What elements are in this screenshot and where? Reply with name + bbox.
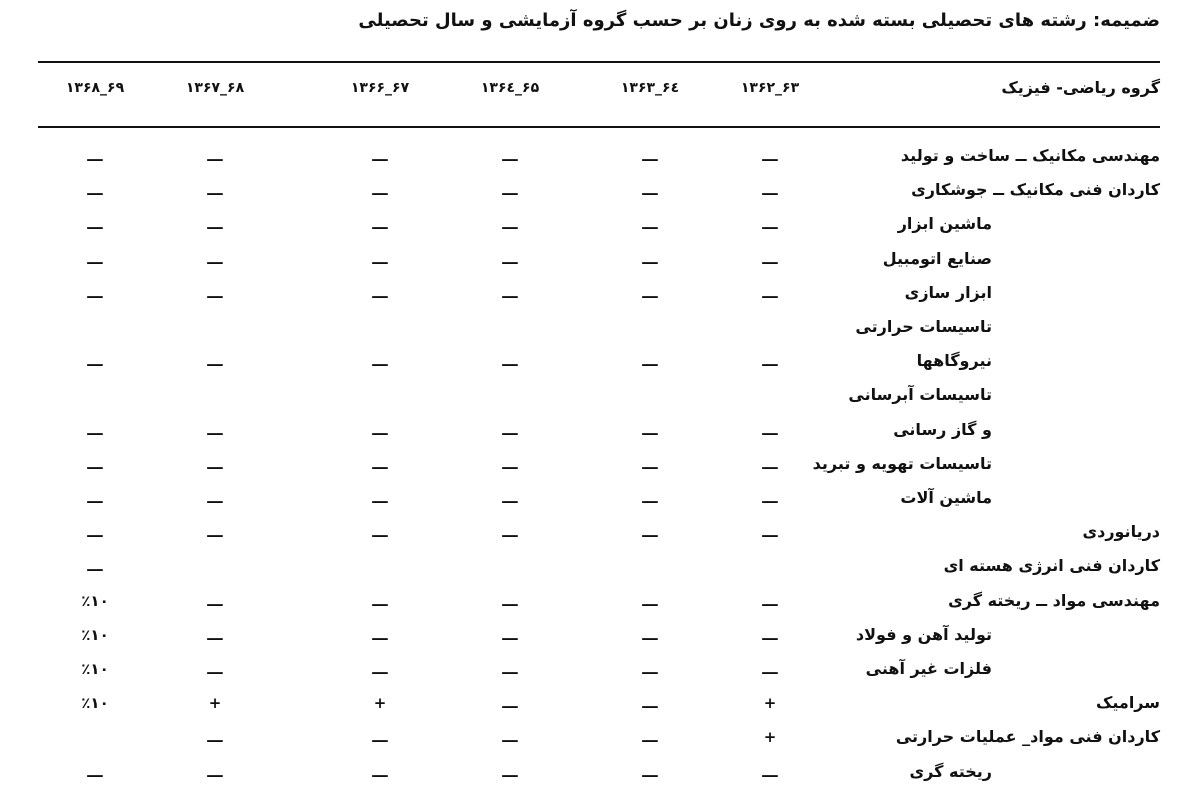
table-row [0, 726, 1200, 756]
row-label: تاسیسات حرارتی [855, 317, 992, 336]
table-cell: ـــ [502, 728, 518, 747]
table-cell: ـــ [642, 762, 658, 781]
table-cell: ـــ [762, 454, 778, 473]
table-cell: ـــ [642, 454, 658, 473]
table-cell: ـــ [642, 147, 658, 165]
table-cell: ـــ [87, 249, 103, 268]
table-cell: + [208, 694, 222, 713]
table-cell: ـــ [642, 660, 658, 678]
table-cell: ـــ [207, 420, 223, 439]
year-header-cell: ۱۳۶۳_۶٤ [620, 80, 680, 96]
table-cell: ـــ [762, 352, 778, 371]
year-header-cell: ۱۳۶٤_۶۵ [480, 80, 540, 96]
table-cell: ـــ [207, 283, 223, 302]
table-cell: ـــ [502, 489, 518, 507]
table-cell: ـــ [762, 420, 778, 439]
table-cell: ـــ [207, 591, 223, 610]
row-label: نیروگاهها [916, 351, 992, 371]
table-row [0, 555, 1200, 585]
table-cell: ـــ [87, 147, 103, 165]
table-row [0, 761, 1200, 791]
table-cell: ـــ [207, 454, 223, 473]
table-cell: ـــ [207, 625, 223, 644]
table-cell: ـــ [762, 283, 778, 302]
table-cell: ـــ [87, 489, 103, 507]
table-row [0, 179, 1200, 209]
table-cell: ـــ [762, 181, 778, 200]
table-cell: ـــ [372, 147, 388, 165]
table-cell: ـــ [207, 215, 223, 234]
table-cell: ـــ [502, 694, 518, 713]
table-cell: ـــ [207, 762, 223, 781]
table-cell: ـــ [642, 523, 658, 542]
table-cell: ٪۱۰ [81, 625, 109, 644]
table-row [0, 487, 1200, 517]
table-cell: ـــ [207, 489, 223, 507]
table-cell: ـــ [642, 625, 658, 644]
table-cell: ـــ [762, 591, 778, 610]
row-label: تاسیسات آبرسانی [848, 385, 992, 405]
table-cell: ـــ [87, 283, 103, 302]
row-label: ماشین ابزار [897, 214, 992, 234]
table-cell: ـــ [372, 660, 388, 678]
table-cell: ـــ [762, 660, 778, 678]
table-cell: ـــ [207, 249, 223, 268]
table-cell: ـــ [762, 147, 778, 165]
table-cell: ـــ [372, 352, 388, 371]
table-cell: ـــ [372, 215, 388, 234]
row-label: تاسیسات تهویه و تبرید [812, 453, 992, 473]
row-label: کاردان فنی مواد_ عملیات حرارتی [895, 727, 1160, 747]
table-cell: ٪۱۰ [81, 660, 109, 678]
row-label: فلزات غیر آهنی [865, 659, 992, 678]
table-cell: ـــ [372, 728, 388, 747]
table-cell: ـــ [372, 625, 388, 644]
table-row [0, 316, 1200, 346]
table-cell: ـــ [502, 591, 518, 610]
year-header-cell: ۱۳۶۶_۶۷ [350, 80, 410, 96]
table-row [0, 213, 1200, 243]
document-title: ضمیمه: رشته های تحصیلی بسته شده به روی زنان بر حسب گروه آزمایشی و سال تحصیلی [358, 10, 1160, 31]
table-cell: ـــ [87, 454, 103, 473]
table-cell: ـــ [642, 283, 658, 302]
table-cell: ـــ [502, 249, 518, 268]
table-row [0, 248, 1200, 278]
table-cell: ـــ [502, 523, 518, 542]
table-cell: ـــ [372, 523, 388, 542]
table-cell: ـــ [762, 249, 778, 268]
table-cell: + [373, 694, 387, 713]
row-label: کاردان فنی انرژی هسته ای [943, 556, 1160, 576]
table-cell: + [763, 694, 777, 713]
table-cell: ـــ [372, 489, 388, 507]
table-row [0, 145, 1200, 175]
row-label: و گاز رسانی [893, 419, 992, 439]
table-cell: ـــ [762, 489, 778, 507]
table-cell: ـــ [642, 352, 658, 371]
table-cell: ـــ [372, 181, 388, 200]
table-row [0, 350, 1200, 380]
table-cell: ـــ [87, 557, 103, 576]
table-cell: ـــ [502, 420, 518, 439]
table-row [0, 384, 1200, 414]
table-cell: ـــ [502, 762, 518, 781]
table-cell: ـــ [207, 660, 223, 678]
row-label: ابزار سازی [904, 282, 992, 302]
row-label: ریخته گری [909, 761, 992, 781]
table-cell: ـــ [642, 694, 658, 713]
table-cell: ـــ [372, 249, 388, 268]
table-cell: ـــ [207, 147, 223, 165]
top-rule [38, 61, 1160, 63]
table-cell: ٪۱۰ [81, 591, 109, 610]
table-cell: ـــ [87, 762, 103, 781]
table-cell: ـــ [502, 660, 518, 678]
table-cell: ـــ [642, 181, 658, 200]
table-cell: ـــ [502, 454, 518, 473]
row-label: ماشین آلات [900, 488, 992, 507]
table-cell: ٪۱۰ [81, 694, 109, 713]
row-label: کاردان فنی مکانیک ــ جوشکاری [911, 180, 1160, 200]
table-cell: ـــ [372, 762, 388, 781]
table-cell: ـــ [87, 181, 103, 200]
year-header-cell: ۱۳۶۲_۶۳ [740, 80, 800, 96]
table-cell: ـــ [762, 762, 778, 781]
table-cell: ـــ [642, 420, 658, 439]
header-rule [38, 126, 1160, 128]
table-cell: ـــ [762, 625, 778, 644]
group-label: گروه ریاضی- فیزیک [1001, 78, 1160, 97]
table-cell: ـــ [207, 352, 223, 371]
table-cell: ـــ [87, 352, 103, 371]
table-cell: ـــ [642, 215, 658, 234]
table-cell: ـــ [372, 454, 388, 473]
table-cell: ـــ [87, 215, 103, 234]
row-label: تولید آهن و فولاد [855, 624, 992, 644]
table-cell: ـــ [762, 523, 778, 542]
table-row [0, 692, 1200, 722]
table-row [0, 282, 1200, 312]
table-cell: ـــ [642, 591, 658, 610]
row-label: مهندسی مکانیک ــ ساخت و تولید [900, 146, 1160, 165]
table-cell: ـــ [207, 523, 223, 542]
table-cell: ـــ [502, 181, 518, 200]
table-cell: ـــ [87, 523, 103, 542]
table-cell: ـــ [502, 215, 518, 234]
table-cell: ـــ [642, 249, 658, 268]
table-cell: ـــ [372, 420, 388, 439]
row-label: سرامیک [1096, 693, 1160, 713]
row-label: دریانوردی [1082, 522, 1160, 542]
table-cell: + [763, 728, 777, 747]
table-cell: ـــ [642, 728, 658, 747]
table-cell: ـــ [207, 728, 223, 747]
table-cell: ـــ [372, 591, 388, 610]
table-cell: ـــ [762, 215, 778, 234]
table-cell: ـــ [502, 625, 518, 644]
table-cell: ـــ [502, 352, 518, 371]
table-row [0, 521, 1200, 551]
table-row [0, 624, 1200, 654]
row-label: صنایع اتومبیل [882, 248, 992, 268]
table-row [0, 658, 1200, 688]
table-row [0, 590, 1200, 620]
table-cell: ـــ [372, 283, 388, 302]
table-cell: ـــ [87, 420, 103, 439]
table-row [0, 453, 1200, 483]
year-header-cell: ۱۳۶۷_۶۸ [185, 80, 245, 96]
table-cell: ـــ [207, 181, 223, 200]
table-row [0, 419, 1200, 449]
table-cell: ـــ [502, 283, 518, 302]
year-header-cell: ۱۳۶۸_۶۹ [65, 80, 125, 96]
table-cell: ـــ [642, 489, 658, 507]
table-cell: ـــ [502, 147, 518, 165]
row-label: مهندسی مواد ــ ریخته گری [948, 590, 1160, 610]
